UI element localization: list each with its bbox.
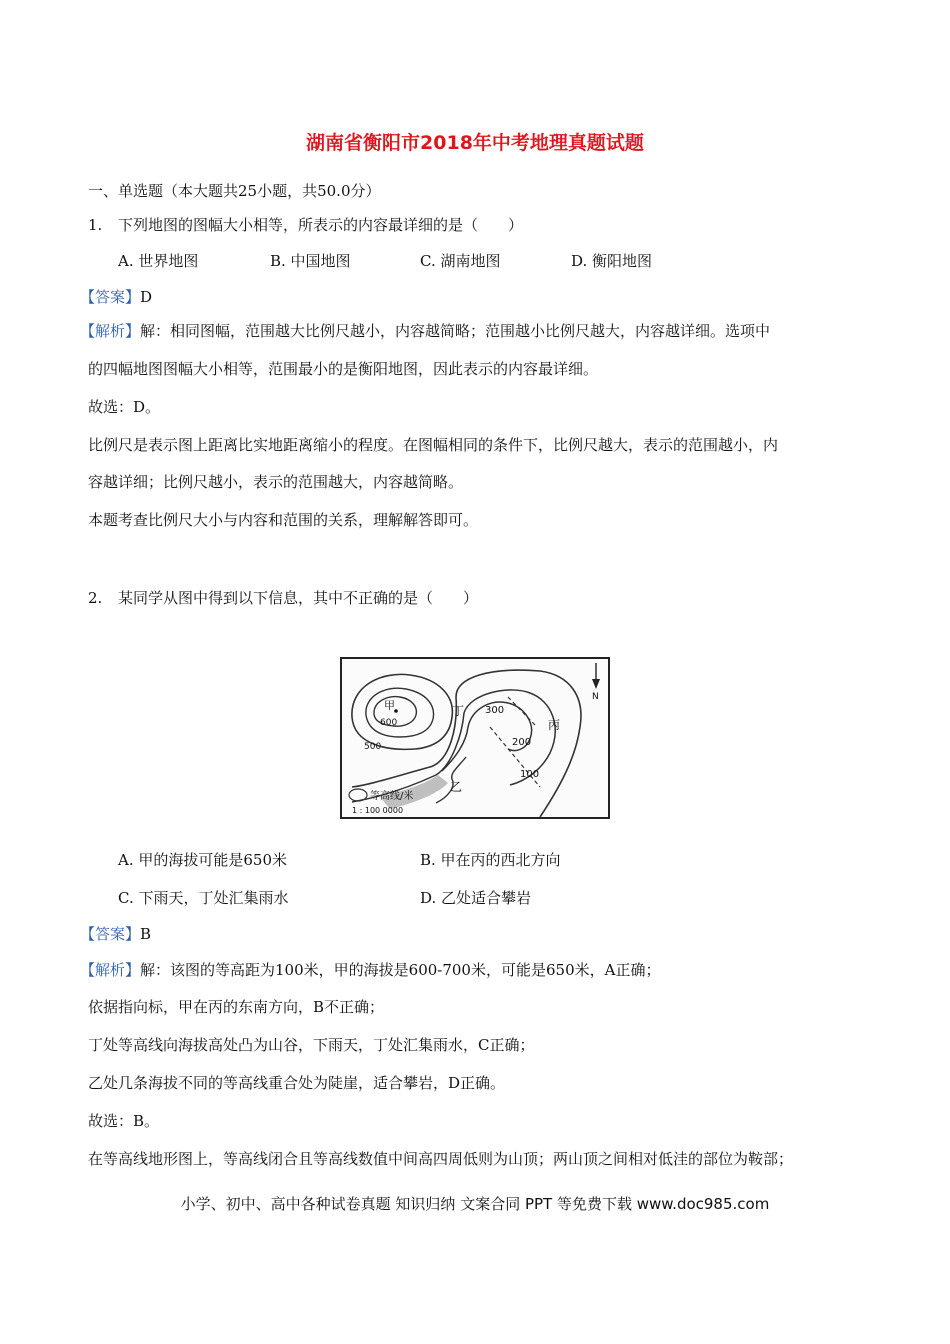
question-1-number: 1. [88,216,103,234]
q1-analysis-line: 故选：D。 [88,398,161,416]
q1-option-c: C. 湖南地图 [420,252,501,270]
section-heading: 一、单选题（本大题共25小题，共50.0分） [88,182,381,200]
analysis-tag: 【解析】 [80,322,141,340]
q1-analysis-line: 容越详细；比例尺越小，表示的范围越大，内容越简略。 [88,473,464,491]
q1-answer [80,287,152,307]
contour-label-600: 600 [380,718,398,728]
label-yi: 乙 [450,780,463,794]
question-2-text: 某同学从图中得到以下信息，其中不正确的是（ ） [118,589,479,607]
legend-label: 等高线/米 [370,791,414,802]
q2-analysis-line: 在等高线地形图上，等高线闭合且等高线数值中间高四周低则为山顶；两山顶之间相对低洼的部位为鞍部； [88,1150,794,1168]
document-title: 湖南省衡阳市2018年中考地理真题试题 [306,132,644,154]
answer-tag: 【答案】 [80,925,141,943]
contour-label-500: 500 [364,742,382,752]
q2-analysis-line: 丁处等高线向海拔高处凸为山谷，下雨天，丁处汇集雨水，C正确； [88,1036,535,1054]
contour-map-figure [340,657,610,819]
q1-analysis-line [80,321,770,341]
q2-option-b: B. 甲在丙的西北方向 [420,851,561,869]
q1-analysis-line: 比例尺是表示图上距离比实地距离缩小的程度。在图幅相同的条件下，比例尺越大，表示的范围越小，内 [88,436,779,454]
label-bing: 丙 [548,718,561,732]
analysis-text: 解：该图的等高距为100米，甲的海拔是600-700米，可能是650米，A正确； [140,961,661,979]
page-footer: 小学、初中、高中各种试卷真题 知识归纳 文案合同 PPT 等免费下载 www.doc985.com [180,1195,770,1213]
question-2-stem [88,588,478,608]
q2-option-a: A. 甲的海拔可能是650米 [118,851,287,869]
analysis-tag: 【解析】 [80,961,141,979]
q1-option-b: B. 中国地图 [270,252,351,270]
label-jia: 甲 [384,699,395,712]
question-1-text: 下列地图的图幅大小相等，所表示的内容最详细的是（ ） [118,216,524,234]
contour-label-200: 200 [512,737,532,748]
answer-tag: 【答案】 [80,288,141,306]
question-1-stem [88,215,523,235]
q1-analysis-line: 本题考查比例尺大小与内容和范围的关系，理解解答即可。 [88,511,479,529]
q2-option-c: C. 下雨天，丁处汇集雨水 [118,889,289,907]
q1-option-a: A. 世界地图 [118,252,199,270]
answer-value: D [140,288,153,306]
q2-analysis-line: 依据指向标，甲在丙的东南方向，B不正确； [88,998,385,1016]
q1-analysis-line: 的四幅地图图幅大小相等，范围最小的是衡阳地图，因此表示的内容最详细。 [88,360,599,378]
answer-value: B [140,925,152,943]
north-label: N [592,692,599,702]
contour-label-100: 100 [520,769,540,780]
q2-analysis-line [80,960,660,980]
q2-answer [80,924,151,944]
contour-label-300: 300 [485,705,505,716]
q1-option-d: D. 衡阳地图 [571,252,653,270]
map-scale: 1 : 100 0000 [352,806,404,815]
q2-analysis-line: 乙处几条海拔不同的等高线重合处为陡崖，适合攀岩，D正确。 [88,1074,506,1092]
label-ding: 丁 [452,704,465,718]
q2-option-d: D. 乙处适合攀岩 [420,889,532,907]
question-2-number: 2. [88,589,103,607]
q2-analysis-line: 故选：B。 [88,1112,160,1130]
analysis-text: 解：相同图幅，范围越大比例尺越小，内容越简略；范围越小比例尺越大，内容越详细。选项中 [140,322,771,340]
